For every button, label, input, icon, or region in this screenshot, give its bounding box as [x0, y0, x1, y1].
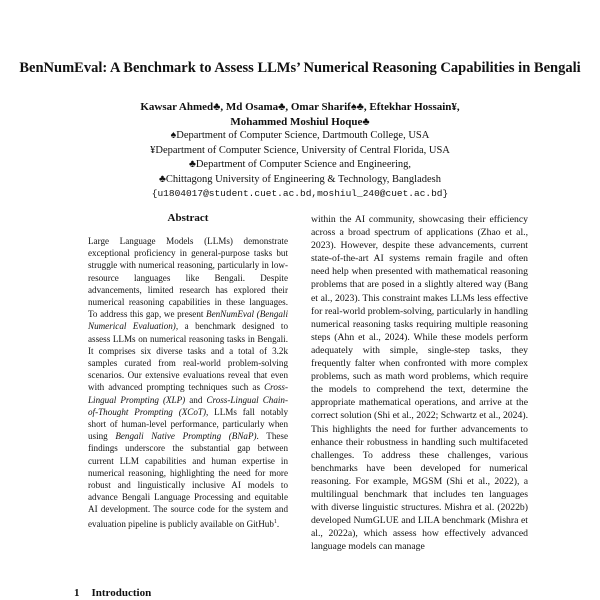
author-emails: {u1804017@student.cuet.ac.bd,moshiul_240@cuet.ac.bd}: [151, 188, 449, 199]
abstract-heading: Abstract: [167, 212, 209, 224]
abstract-text: Large Language Models (LLMs) demonstrate exceptional proficiency in general-purpose tasks but struggle with numerical reasoning, particularly in low-resource languages like Bengali. Despite advancements, limited research has explored their numerical reasoning capabilities in these languages. To address this gap, we present: [88, 236, 288, 320]
affiliation: ¥Department of Computer Science, University of Central Florida, USA: [150, 144, 450, 156]
affiliation: ♣Department of Computer Science and Engineering,: [188, 159, 412, 170]
author-line: Kawsar Ahmed♣, Md Osama♣, Omar Sharif♠♣, Eftekhar Hossain¥,: [140, 101, 460, 113]
section-title: Introduction: [91, 587, 152, 599]
affiliations: [0, 129, 600, 202]
affiliation: ♣Chittagong University of Engineering & Technology, Bangladesh: [158, 173, 442, 185]
section-number: 1: [74, 587, 80, 599]
abstract-emphasis: Cross-Lingual Prompting (XLP): [88, 382, 288, 405]
abstract-text: . These findings underscore the substantial gap between current LLM capabilities and human expertise in numerical reasoning, highlighting the need for more robust and linguistically inclusive AI models to advance Bengali Language Processing and equitable AI development. The source code for the system and evaluation pipeline is publicly available on GitHub: [88, 431, 288, 529]
section-heading: [74, 587, 151, 599]
abstract-body: [88, 235, 288, 530]
author-list: [0, 100, 600, 130]
footnote-mark[interactable]: 1: [273, 518, 277, 525]
abstract-emphasis: Cross-Lingual Chain-of-Thought Prompting (XCoT): [88, 394, 288, 417]
abstract-text: , a benchmark designed to assess LLMs on numerical reasoning tasks in Bengali. It comprises six diverse tasks and a total of 3.2k samples curated from real-world problem-solving scenarios. Our extensive evaluations reveal that even with advanced prompting techniques such as: [88, 321, 288, 393]
author-line: Mohammed Moshiul Hoque♣: [230, 116, 370, 128]
abstract-text: , LLMs fall notably short of human-level performance, particularly when using: [88, 406, 288, 442]
abstract-text: .: [276, 518, 280, 529]
right-column-text: within the AI community, showcasing their efficiency across a broad spectrum of applications (Zhao et al., 2023). However, despite these advancements, current state-of-the-art AI systems remain fragile and often need help when presented with mathematical reasoning problems that are posed in a slightly altered way (Bang et al., 2023). This constraint makes LLMs less effective for real-world problem-solving, particularly in handling numerical reasoning tasks requiring multiple reasoning steps (Ahn et al., 2024). While these models perform adequately with simple, single-step tasks, they frequently falter when confronted with more complex problems, such as math word problems, which require the models to comprehend the text, determine the appropriate mathematical operations, and arrive at the correct solution (Shi et al., 2022; Schwartz et al., 2024). This highlights the need for further advancements to enhance their robustness in handling such multifaceted challenges. To address these challenges, various benchmarks have been developed for numerical reasoning. For example, MGSM (Shi et al., 2022), a multilingual benchmark that includes ten languages with diverse linguistic structures. Mishra et al. (2022b) developed NumGLUE and LILA benchmark (Mishra et al., 2022a), which assess how effectively advanced language models can manage: [311, 214, 528, 553]
abstract-emphasis: BenNumEval (Bengali Numerical Evaluation): [88, 309, 288, 332]
abstract-emphasis: Bengali Native Prompting (BNaP): [115, 431, 257, 442]
affiliation: ♠Department of Computer Science, Dartmouth College, USA: [170, 130, 430, 141]
abstract-text: and: [185, 394, 207, 405]
paper-title: BenNumEval: A Benchmark to Assess LLMs’ Numerical Reasoning Capabilities in Bengali: [19, 60, 581, 76]
